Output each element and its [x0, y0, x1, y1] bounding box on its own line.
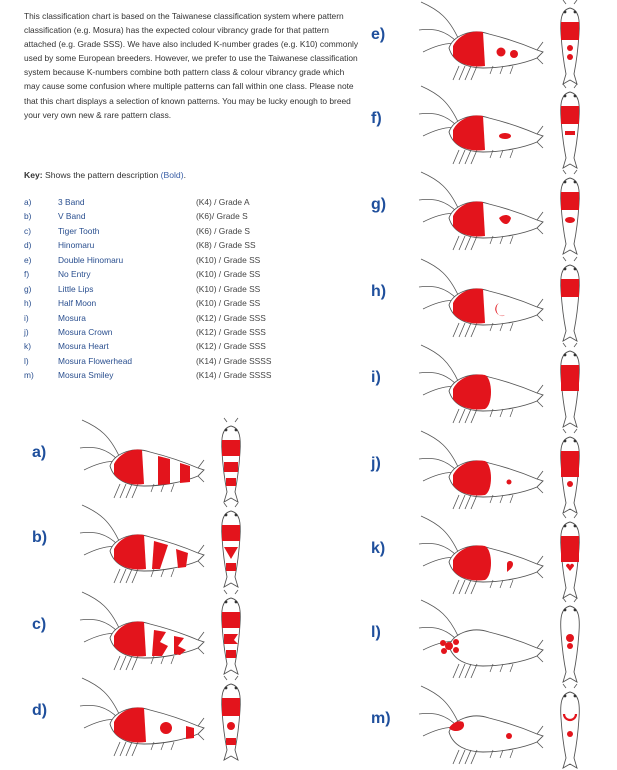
side-red-marking: [440, 640, 446, 646]
shrimp-top-view: [549, 684, 591, 770]
shrimp-eye: [564, 181, 567, 184]
grade-letter: g): [24, 283, 32, 294]
pattern-entry: [32, 503, 272, 589]
top-red-marking: [565, 131, 575, 135]
antenna-line: [563, 598, 577, 602]
shrimp-leg: [471, 150, 477, 164]
shrimp-leg: [120, 742, 126, 756]
shrimp-leg: [453, 580, 459, 594]
shrimp-leg: [453, 236, 459, 250]
grade-letter: j): [24, 326, 29, 337]
grade-value: (K14) / Grade SSSS: [196, 355, 272, 366]
antenna-line: [82, 505, 120, 543]
pattern-name: No Entry: [58, 269, 91, 280]
grade-value: (K12) / Grade SSS: [196, 326, 266, 337]
shrimp-leg: [471, 664, 477, 678]
pattern-name: Mosura Crown: [58, 326, 113, 337]
shrimp-leg: [453, 323, 459, 337]
antenna-line: [419, 113, 457, 126]
shrimp-top-view: [210, 676, 252, 762]
shrimp-leg: [471, 495, 477, 509]
top-red-marking: [226, 650, 236, 658]
shrimp-top-view: [549, 84, 591, 170]
pattern-entry: [371, 84, 611, 170]
shrimp-eye: [574, 95, 577, 98]
antenna-line: [563, 0, 577, 4]
pattern-letter: c): [32, 616, 47, 633]
shrimp-body-outline: [561, 178, 580, 254]
shrimp-leg: [120, 569, 126, 583]
shrimp-leg: [471, 750, 477, 764]
shrimp-leg: [126, 569, 132, 583]
top-red-marking: [561, 365, 579, 391]
shrimp-leg: [120, 484, 126, 498]
shrimp-leg: [459, 495, 465, 509]
shrimp-leg: [459, 409, 465, 423]
shrimp-eye: [564, 354, 567, 357]
shrimp-side-view: [419, 684, 544, 770]
shrimp-swimmeret: [171, 569, 174, 577]
antenna-line: [563, 514, 577, 518]
antenna-line: [419, 627, 457, 640]
shrimp-swimmeret: [510, 580, 513, 588]
antenna-line: [421, 345, 459, 383]
side-red-marking: [160, 722, 172, 734]
top-red-marking: [226, 738, 236, 745]
pattern-name: Mosura Flowerhead: [58, 355, 133, 366]
shrimp-side-view: [419, 343, 544, 429]
pattern-name: Hinomaru: [58, 240, 95, 251]
shrimp-leg: [471, 323, 477, 337]
pattern-letter: h): [371, 283, 387, 300]
shrimp-leg: [471, 409, 477, 423]
pattern-letter: e): [371, 26, 386, 43]
shrimp-leg: [471, 580, 477, 594]
side-red-marking: [445, 642, 453, 650]
top-red-marking: [227, 722, 235, 730]
antenna-line: [419, 199, 457, 212]
shrimp-leg: [126, 656, 132, 670]
shrimp-eye: [564, 440, 567, 443]
grade-letter: e): [24, 254, 32, 265]
shrimp-top-view: [549, 170, 591, 256]
shrimp-eye: [225, 514, 228, 517]
shrimp-swimmeret: [510, 409, 513, 417]
grade-letter: l): [24, 355, 29, 366]
shrimp-eye: [235, 601, 238, 604]
shrimp-leg: [132, 742, 138, 756]
pattern-entry: [371, 0, 611, 86]
grade-letter: b): [24, 211, 32, 222]
shrimp-eye: [235, 429, 238, 432]
antenna-line: [80, 619, 118, 632]
grade-value: (K12) / Grade SSS: [196, 341, 266, 352]
pattern-entry: [371, 598, 611, 684]
pattern-letter: m): [371, 710, 391, 727]
shrimp-leg: [114, 569, 120, 583]
shrimp-eye: [564, 268, 567, 271]
top-red-marking: [567, 481, 573, 487]
antenna-line: [419, 458, 457, 471]
shrimp-leg: [114, 656, 120, 670]
key-highlight: (Bold): [160, 170, 184, 180]
top-red-marking: [566, 634, 574, 642]
shrimp-leg: [459, 66, 465, 80]
side-red-marking: [186, 726, 194, 739]
shrimp-leg: [453, 66, 459, 80]
antenna-line: [421, 2, 459, 40]
shrimp-swimmeret: [171, 656, 174, 664]
shrimp-leg: [459, 664, 465, 678]
shrimp-top-view: [210, 590, 252, 676]
shrimp-top-view: [549, 598, 591, 684]
antenna-line: [224, 418, 238, 422]
shrimp-leg: [114, 742, 120, 756]
shrimp-leg: [453, 409, 459, 423]
antenna-line: [80, 705, 118, 718]
grade-value: (K12) / Grade SSS: [196, 312, 266, 323]
shrimp-eye: [574, 695, 577, 698]
pattern-letter: g): [371, 196, 387, 213]
antenna-line: [82, 592, 120, 630]
antenna-line: [224, 503, 238, 507]
antenna-line: [563, 257, 577, 261]
grade-letter: a): [24, 197, 32, 207]
shrimp-eye: [564, 695, 567, 698]
antenna-line: [82, 420, 120, 458]
shrimp-swimmeret: [510, 236, 513, 244]
antenna-line: [563, 343, 577, 347]
side-red-marking: [158, 456, 170, 485]
antenna-line: [421, 600, 459, 638]
grade-letter: m): [24, 370, 34, 381]
antenna-line: [563, 429, 577, 433]
antenna-line: [224, 590, 238, 594]
grade-letter: d): [24, 240, 32, 251]
top-red-marking: [561, 279, 579, 297]
pattern-entry: [371, 429, 611, 515]
top-red-marking: [226, 563, 236, 571]
shrimp-body-outline: [561, 692, 580, 768]
shrimp-eye: [564, 525, 567, 528]
grade-value: (K10) / Grade SS: [196, 298, 261, 309]
grade-value: (K6)/ Grade S: [196, 211, 248, 222]
shrimp-leg: [453, 664, 459, 678]
top-red-marking: [222, 612, 240, 628]
shrimp-side-view: [80, 590, 205, 676]
shrimp-leg: [465, 495, 471, 509]
shrimp-side-view: [419, 514, 544, 600]
pattern-letter: a): [32, 444, 47, 461]
shrimp-leg: [459, 236, 465, 250]
side-red-marking: [497, 48, 506, 57]
shrimp-swimmeret: [510, 66, 513, 74]
pattern-name: Little Lips: [58, 283, 94, 294]
shrimp-leg: [465, 580, 471, 594]
shrimp-leg: [453, 750, 459, 764]
pattern-name: Half Moon: [58, 298, 97, 309]
shrimp-swimmeret: [171, 484, 174, 492]
key-line: [24, 170, 186, 180]
antenna-line: [421, 172, 459, 210]
top-red-marking: [565, 217, 575, 223]
pattern-letter: k): [371, 540, 386, 557]
shrimp-top-view: [549, 343, 591, 429]
shrimp-leg: [114, 484, 120, 498]
shrimp-body-outline: [449, 716, 543, 752]
shrimp-leg: [465, 750, 471, 764]
shrimp-top-view: [210, 503, 252, 589]
shrimp-eye: [225, 429, 228, 432]
grade-value: (K4) / Grade A: [196, 197, 250, 207]
pattern-name: V Band: [58, 211, 86, 222]
pattern-letter: j): [371, 455, 381, 472]
shrimp-eye: [225, 687, 228, 690]
shrimp-top-view: [549, 0, 591, 86]
shrimp-leg: [465, 236, 471, 250]
shrimp-eye: [235, 514, 238, 517]
antenna-line: [82, 678, 120, 716]
shrimp-body-outline: [561, 92, 580, 168]
top-red-marking: [561, 22, 579, 40]
shrimp-leg: [471, 236, 477, 250]
shrimp-eye: [564, 609, 567, 612]
pattern-name: Double Hinomaru: [58, 254, 124, 265]
pattern-letter: d): [32, 702, 48, 719]
grade-letter: i): [24, 312, 29, 323]
shrimp-side-view: [419, 0, 544, 86]
grade-letter: c): [24, 225, 31, 236]
antenna-line: [419, 713, 457, 726]
shrimp-swimmeret: [510, 495, 513, 503]
shrimp-top-view: [549, 514, 591, 600]
intro-paragraph: This classification chart is based on the Taiwanese classification system where pattern classification (e.g. Mosura) has the expected colour vibrancy grade for that pattern attached (e.g. Grade SSS). We have also included K-number grades (e.g. K10) commonly used by some European breeders. However, we prefer to use the Taiwanese classification system because K-numbers combine both pattern class & colour vibrancy grade which may cause some confusion where multiple patterns can fall within one class. Please note that this chart displays a selection of known patterns. You may be lucky enough to breed your very own new & rare pattern class.: [24, 11, 359, 120]
shrimp-eye: [574, 354, 577, 357]
top-red-marking: [226, 478, 236, 486]
shrimp-leg: [132, 656, 138, 670]
shrimp-eye: [574, 525, 577, 528]
shrimp-swimmeret: [510, 664, 513, 672]
shrimp-body-outline: [449, 630, 543, 666]
side-red-marking: [499, 133, 511, 139]
antenna-line: [419, 29, 457, 42]
pattern-name: Mosura: [58, 312, 86, 323]
shrimp-leg: [465, 409, 471, 423]
antenna-line: [419, 372, 457, 385]
antenna-line: [421, 516, 459, 554]
top-red-marking: [567, 45, 573, 51]
shrimp-eye: [235, 687, 238, 690]
shrimp-leg: [453, 495, 459, 509]
pattern-entry: [371, 170, 611, 256]
shrimp-eye: [564, 95, 567, 98]
side-red-marking: [180, 463, 190, 483]
top-red-marking: [561, 536, 579, 562]
side-red-marking: [453, 639, 459, 645]
shrimp-leg: [459, 150, 465, 164]
pattern-entry: [371, 514, 611, 600]
shrimp-eye: [225, 601, 228, 604]
grade-value: (K8) / Grade SS: [196, 240, 256, 251]
shrimp-eye: [574, 440, 577, 443]
antenna-line: [80, 447, 118, 460]
pattern-entry: [32, 676, 272, 762]
shrimp-leg: [459, 323, 465, 337]
top-red-marking: [222, 440, 240, 456]
side-red-marking: [453, 647, 459, 653]
grade-value: (K10) / Grade SS: [196, 254, 261, 265]
grade-value: (K10) / Grade SS: [196, 269, 261, 280]
shrimp-side-view: [80, 503, 205, 589]
side-red-marking: [506, 733, 512, 739]
shrimp-side-view: [419, 170, 544, 256]
shrimp-eye: [574, 181, 577, 184]
antenna-line: [563, 170, 577, 174]
grade-letter: k): [24, 341, 31, 352]
shrimp-side-view: [419, 257, 544, 343]
shrimp-leg: [126, 742, 132, 756]
grade-value: (K14) / Grade SSSS: [196, 370, 272, 381]
grade-value: (K10) / Grade SS: [196, 283, 261, 294]
top-red-marking: [222, 698, 240, 716]
shrimp-side-view: [419, 598, 544, 684]
shrimp-swimmeret: [171, 742, 174, 750]
pattern-letter: f): [371, 110, 382, 127]
antenna-line: [419, 543, 457, 556]
shrimp-leg: [459, 580, 465, 594]
shrimp-swimmeret: [510, 150, 513, 158]
shrimp-eye: [574, 609, 577, 612]
shrimp-eye: [574, 268, 577, 271]
top-red-marking: [567, 643, 573, 649]
pattern-entry: [32, 590, 272, 676]
shrimp-leg: [465, 66, 471, 80]
shrimp-eye: [564, 11, 567, 14]
shrimp-leg: [465, 150, 471, 164]
shrimp-leg: [471, 66, 477, 80]
shrimp-body-outline: [561, 265, 580, 341]
antenna-line: [224, 676, 238, 680]
antenna-line: [563, 84, 577, 88]
top-red-marking: [222, 525, 240, 541]
shrimp-swimmeret: [510, 323, 513, 331]
shrimp-leg: [132, 484, 138, 498]
pattern-name: Tiger Tooth: [58, 225, 100, 236]
grade-letter: h): [24, 298, 32, 309]
shrimp-leg: [453, 150, 459, 164]
pattern-letter: b): [32, 529, 48, 546]
key-text: Shows the pattern description: [45, 170, 159, 180]
shrimp-swimmeret: [510, 750, 513, 758]
pattern-entry: [32, 418, 272, 504]
shrimp-top-view: [210, 418, 252, 504]
side-red-marking: [441, 648, 447, 654]
antenna-line: [421, 686, 459, 724]
pattern-letter: l): [371, 624, 381, 641]
shrimp-side-view: [80, 676, 205, 762]
shrimp-leg: [120, 656, 126, 670]
shrimp-leg: [132, 569, 138, 583]
pattern-name: 3 Band: [58, 197, 85, 207]
top-red-marking: [567, 731, 573, 737]
antenna-line: [421, 86, 459, 124]
top-red-marking: [561, 451, 579, 477]
pattern-entry: [371, 343, 611, 429]
key-end: .: [183, 170, 186, 180]
top-red-marking: [561, 106, 579, 124]
shrimp-leg: [465, 323, 471, 337]
pattern-letter: i): [371, 369, 381, 386]
grade-value: (K6) / Grade S: [196, 225, 250, 236]
antenna-line: [421, 431, 459, 469]
shrimp-top-view: [549, 257, 591, 343]
top-red-marking: [561, 192, 579, 210]
shrimp-side-view: [80, 418, 205, 504]
pattern-entry: [371, 684, 611, 770]
side-red-marking: [510, 50, 518, 58]
key-label: Key:: [24, 170, 43, 180]
top-red-marking: [567, 54, 573, 60]
shrimp-side-view: [419, 429, 544, 515]
pattern-name: Mosura Smiley: [58, 370, 114, 381]
antenna-line: [421, 259, 459, 297]
shrimp-leg: [126, 484, 132, 498]
antenna-line: [80, 532, 118, 545]
pattern-name: Mosura Heart: [58, 341, 109, 352]
top-red-marking: [224, 462, 238, 472]
shrimp-top-view: [549, 429, 591, 515]
shrimp-eye: [574, 11, 577, 14]
shrimp-leg: [459, 750, 465, 764]
shrimp-side-view: [419, 84, 544, 170]
antenna-line: [419, 286, 457, 299]
shrimp-leg: [465, 664, 471, 678]
pattern-entry: [371, 257, 611, 343]
antenna-line: [563, 684, 577, 688]
side-red-marking: [507, 480, 512, 485]
grade-letter: f): [24, 269, 30, 280]
